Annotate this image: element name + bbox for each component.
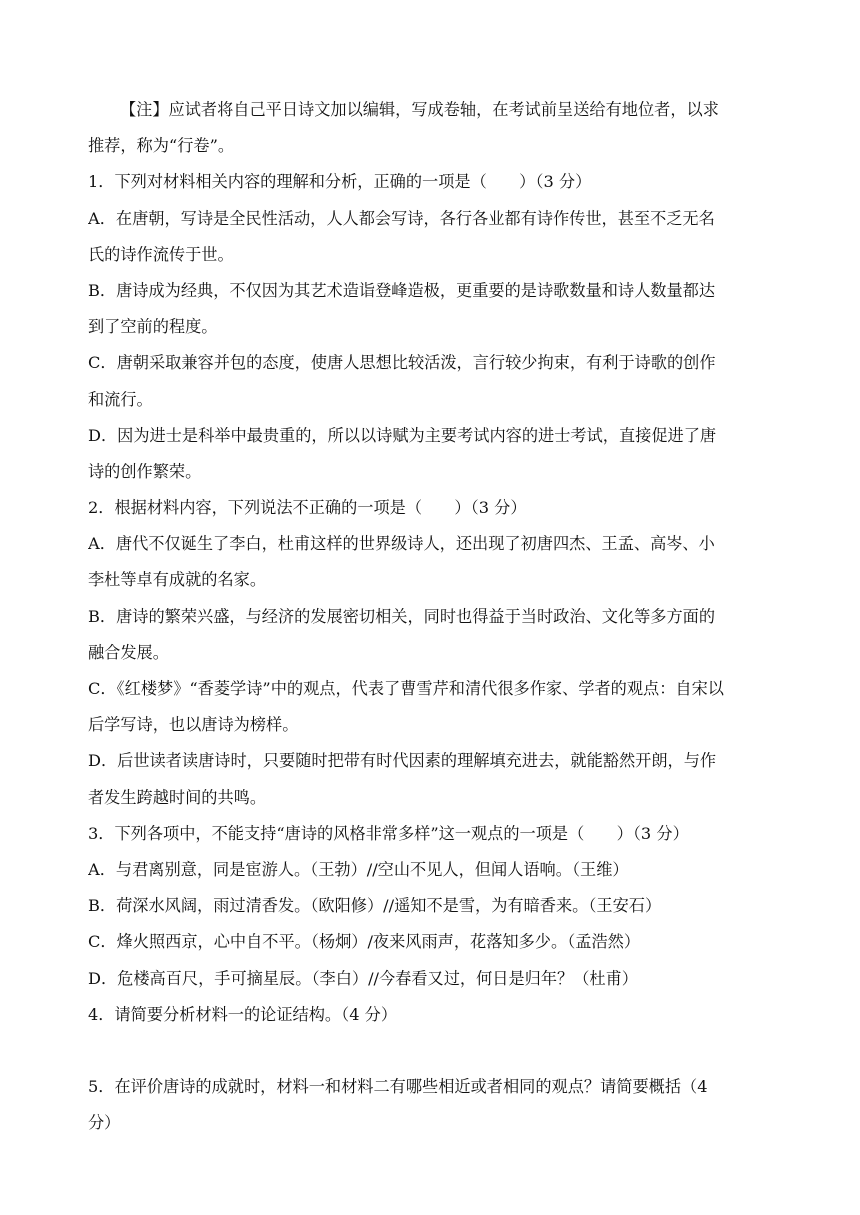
option-line: D．因为进士是科举中最贵重的，所以以诗赋为主要考试内容的进士考试，直接促进了唐	[88, 425, 717, 445]
option-d	[88, 743, 770, 815]
option-line: 融合发展。	[88, 642, 169, 662]
option-line: C．唐朝采取兼容并包的态度，使唐人思想比较活泼，言行较少拘束，有利于诗歌的创作	[88, 353, 716, 373]
option-a	[88, 526, 770, 598]
option-line: 诗的创作繁荣。	[88, 461, 202, 481]
answer-space	[88, 1033, 770, 1069]
option-c	[88, 671, 770, 743]
note-line: 【注】应试者将自己平日诗文加以编辑，写成卷轴，在考试前呈送给有地位者，以求	[120, 100, 719, 119]
option-d	[88, 418, 770, 490]
note-line: 推荐，称为“行卷”。	[88, 136, 235, 156]
option-line: 氏的诗作流传于世。	[88, 244, 234, 264]
option-line: 和流行。	[88, 389, 153, 409]
question-line: 5．在评价唐诗的成就时，材料一和材料二有哪些相近或者相同的观点？请简要概括（4	[88, 1077, 708, 1097]
question-stem: 3．下列各项中，不能支持“唐诗的风格非常多样”这一观点的一项是（ ）（3 分）	[88, 823, 689, 843]
option-line: 到了空前的程度。	[88, 317, 218, 337]
question-3	[88, 816, 770, 997]
option-line: A．唐代不仅诞生了李白，杜甫这样的世界级诗人，还出现了初唐四杰、王孟、高岑、小	[88, 534, 715, 554]
option-a: A．与君离别意，同是宦游人。（王勃）//空山不见人，但闻人语响。（王维）	[88, 859, 629, 879]
question-2	[88, 490, 770, 816]
option-c	[88, 345, 770, 417]
option-line: A．在唐朝，写诗是全民性活动，人人都会写诗，各行各业都有诗作传世，甚至不乏无名	[88, 208, 715, 228]
option-c: C．烽火照西京，心中自不平。（杨炯）/夜来风雨声，花落知多少。（孟浩然）	[88, 932, 641, 952]
option-line: 者发生跨越时间的共鸣。	[88, 787, 267, 807]
question-1	[88, 164, 770, 490]
question-line: 分）	[88, 1113, 121, 1133]
option-line: 李杜等卓有成就的名家。	[88, 570, 267, 590]
note-paragraph	[88, 92, 770, 164]
document-body	[88, 92, 770, 1141]
question-5	[88, 1069, 770, 1141]
option-b: B．荷深水风阔，雨过清香发。（欧阳修）//遥知不是雪，为有暗香来。（王安石）	[88, 896, 662, 916]
option-line: B．唐诗成为经典，不仅因为其艺术造诣登峰造极，更重要的是诗歌数量和诗人数量都达	[88, 280, 716, 300]
option-b	[88, 599, 770, 671]
option-line: D．后世读者读唐诗时，只要随时把带有时代因素的理解填充进去，就能豁然开朗，与作	[88, 751, 717, 771]
question-stem: 2．根据材料内容，下列说法不正确的一项是（ ）（3 分）	[88, 498, 527, 518]
option-line: 后学写诗，也以唐诗为榜样。	[88, 715, 299, 735]
option-line: C．《红楼梦》“香菱学诗”中的观点，代表了曹雪芹和清代很多作家、学者的观点：自宋以	[88, 679, 724, 698]
option-a	[88, 201, 770, 273]
question-4: 4．请简要分析材料一的论证结构。（4 分）	[88, 1004, 398, 1024]
option-line: B．唐诗的繁荣兴盛，与经济的发展密切相关，同时也得益于当时政治、文化等多方面的	[88, 606, 716, 626]
question-stem: 1．下列对材料相关内容的理解和分析，正确的一项是（ ）（3 分）	[88, 172, 592, 192]
option-d: D．危楼高百尺，手可摘星辰。（李白）//今春看又过，何日是归年？（杜甫）	[88, 968, 638, 988]
option-b	[88, 273, 770, 345]
